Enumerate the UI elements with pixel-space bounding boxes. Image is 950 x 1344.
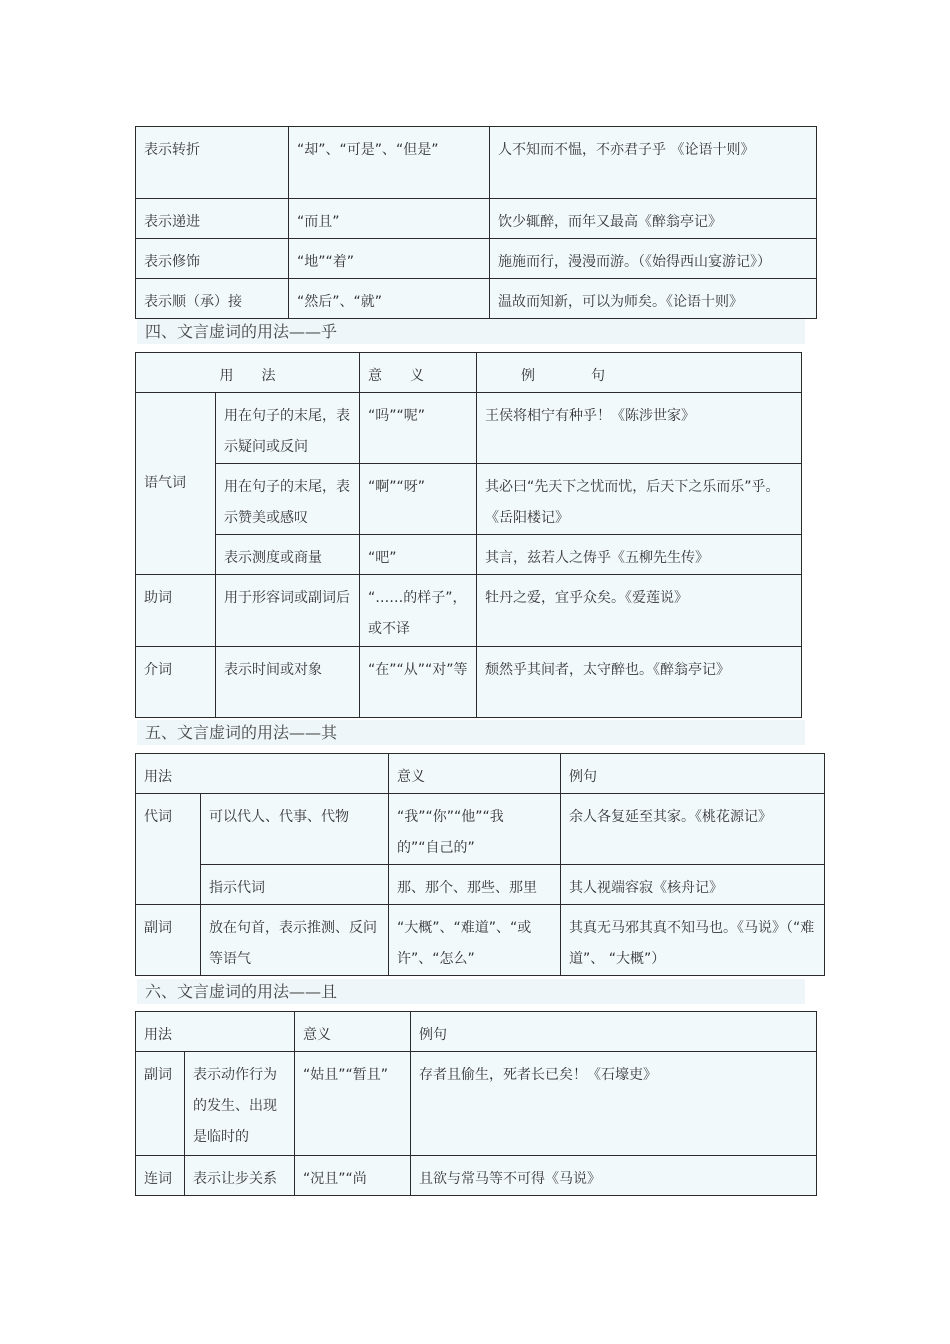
group-label: 代词: [136, 794, 201, 905]
example-cell: 饮少辄醉，而年又最高《醉翁亭记》: [490, 199, 817, 239]
table-row: [136, 535, 802, 575]
meaning-cell: “况且”“尚: [295, 1156, 411, 1196]
table-row: [136, 865, 825, 905]
section-heading-hu: 四、文言虚词的用法——乎: [137, 319, 805, 344]
usage-cell: 表示动作行为的发生、出现是临时的: [185, 1052, 295, 1156]
meaning-cell: “在”“从”“对”等: [360, 647, 477, 718]
meaning-cell: 那、那个、那些、那里: [389, 865, 561, 905]
group-label: 副词: [136, 905, 201, 976]
example-cell: 其言，兹若人之俦乎《五柳先生传》: [477, 535, 802, 575]
header-meaning: 意义: [389, 754, 561, 794]
meaning-cell: “吧”: [360, 535, 477, 575]
example-cell: 其人视端容寂《核舟记》: [561, 865, 825, 905]
table-row: [136, 794, 825, 865]
header-meaning: 意义: [295, 1012, 411, 1052]
header-usage: 用 法: [136, 353, 360, 393]
meaning-cell: “而且”: [289, 199, 490, 239]
group-label: 介词: [136, 647, 216, 718]
usage-cell: 表示修饰: [136, 239, 289, 279]
table-row: [136, 127, 817, 199]
example-cell: 其必曰“先天下之忧而忧，后天下之乐而乐”乎。《岳阳楼记》: [477, 464, 802, 535]
header-usage: 用法: [136, 1012, 295, 1052]
example-cell: 王侯将相宁有种乎！《陈涉世家》: [477, 393, 802, 464]
meaning-cell: “姑且”“暂且”: [295, 1052, 411, 1156]
section-heading-qie: 六、文言虚词的用法——且: [137, 979, 805, 1004]
table-row: [136, 1052, 817, 1156]
meaning-cell: “……的样子”，或不译: [360, 575, 477, 647]
table-header-row: [136, 754, 825, 794]
table-row: [136, 905, 825, 976]
table-qie: [135, 1011, 817, 1196]
header-example: 例 句: [477, 353, 802, 393]
meaning-cell: “然后”、“就”: [289, 279, 490, 319]
meaning-cell: “大概”、“难道”、“或许”、“怎么”: [389, 905, 561, 976]
usage-cell: 用在句子的末尾，表示疑问或反问: [216, 393, 360, 464]
meaning-cell: “地”“着”: [289, 239, 490, 279]
example-cell: 余人各复延至其家。《桃花源记》: [561, 794, 825, 865]
table-row: [136, 239, 817, 279]
section-heading-qi: 五、文言虚词的用法——其: [137, 720, 805, 745]
example-cell: 颓然乎其间者，太守醉也。《醉翁亭记》: [477, 647, 802, 718]
meaning-cell: “啊”“呀”: [360, 464, 477, 535]
meaning-cell: “吗”“呢”: [360, 393, 477, 464]
example-cell: 且欲与常马等不可得《马说》: [411, 1156, 817, 1196]
table-row: [136, 647, 802, 718]
example-cell: 温故而知新，可以为师矣。《论语十则》: [490, 279, 817, 319]
example-cell: 其真无马邪其真不知马也。《马说》（“难道”、 “大概”）: [561, 905, 825, 976]
table-er-continuation: [135, 126, 817, 319]
usage-cell: 指示代词: [201, 865, 389, 905]
table-qi: [135, 753, 825, 976]
usage-cell: 表示转折: [136, 127, 289, 199]
table-row: [136, 393, 802, 464]
group-label: 助词: [136, 575, 216, 647]
header-usage: 用法: [136, 754, 389, 794]
usage-cell: 用于形容词或副词后: [216, 575, 360, 647]
usage-cell: 用在句子的末尾，表示赞美或感叹: [216, 464, 360, 535]
table-hu: [135, 352, 802, 718]
example-cell: 牡丹之爱，宜乎众矣。《爱莲说》: [477, 575, 802, 647]
usage-cell: 表示让步关系: [185, 1156, 295, 1196]
header-meaning: 意 义: [360, 353, 477, 393]
table-header-row: [136, 353, 802, 393]
usage-cell: 表示测度或商量: [216, 535, 360, 575]
table-header-row: [136, 1012, 817, 1052]
example-cell: 存者且偷生，死者长已矣！《石壕吏》: [411, 1052, 817, 1156]
table-row: [136, 575, 802, 647]
table-row: [136, 279, 817, 319]
example-cell: 施施而行，漫漫而游。（《始得西山宴游记》）: [490, 239, 817, 279]
group-label: 副词: [136, 1052, 185, 1156]
table-row: [136, 1156, 817, 1196]
usage-cell: 表示时间或对象: [216, 647, 360, 718]
header-example: 例句: [561, 754, 825, 794]
usage-cell: 放在句首，表示推测、反问等语气: [201, 905, 389, 976]
table-row: [136, 464, 802, 535]
meaning-cell: “却”、“可是”、“但是”: [289, 127, 490, 199]
meaning-cell: “我”“你”“他”“我的”“自己的”: [389, 794, 561, 865]
usage-cell: 可以代人、代事、代物: [201, 794, 389, 865]
usage-cell: 表示顺（承）接: [136, 279, 289, 319]
group-label: 语气词: [136, 393, 216, 575]
usage-cell: 表示递进: [136, 199, 289, 239]
example-cell: 人不知而不愠，不亦君子乎 《论语十则》: [490, 127, 817, 199]
header-example: 例句: [411, 1012, 817, 1052]
group-label: 连词: [136, 1156, 185, 1196]
table-row: [136, 199, 817, 239]
